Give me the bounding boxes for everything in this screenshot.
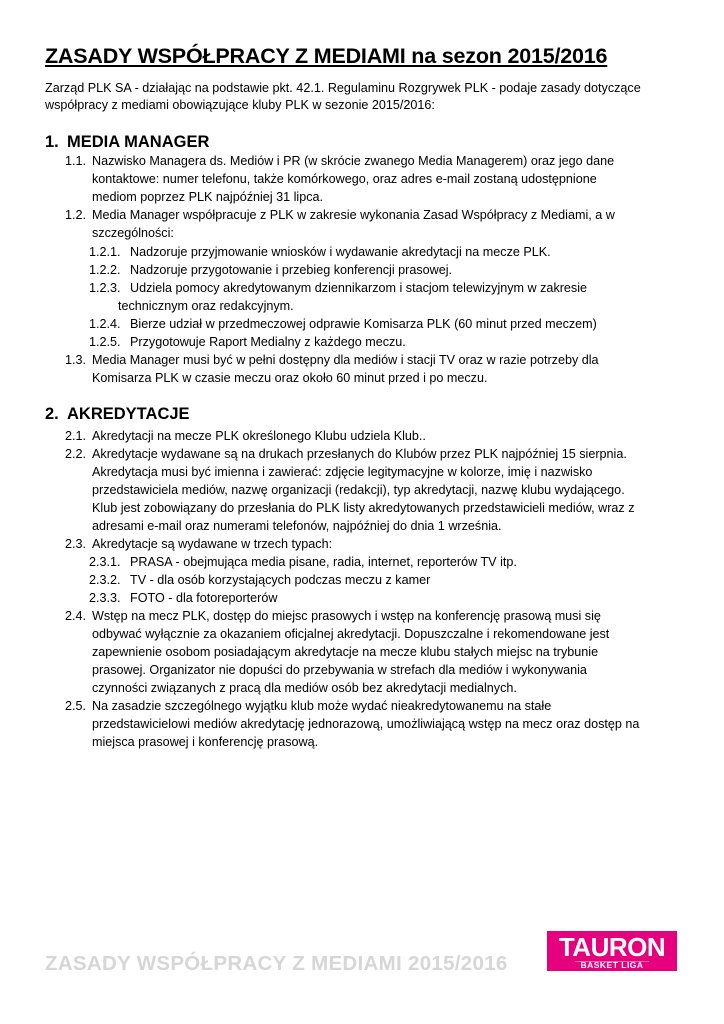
item-number: 2.3.2.	[89, 573, 121, 587]
item-text-line: Akredytacja musi być imienna i zawierać: zdjęcie legitymacyjne w kolorze, imię i nazwisko	[92, 465, 593, 479]
item-number: 2.5.	[65, 699, 87, 713]
item-text-line: Akredytacje są wydawane w trzech typach:	[92, 537, 333, 551]
item-number: 1.2.	[65, 208, 87, 222]
item-text-line: PRASA - obejmująca media pisane, radia, internet, reporterów TV itp.	[130, 555, 517, 569]
item-number: 2.4.	[65, 609, 87, 623]
item-number: 2.3.	[65, 537, 87, 551]
item-text-line: Akredytacje wydawane są na drukach przesłanych do Klubów przez PLK najpóźniej 15 sierpnia.	[92, 447, 627, 461]
item-text-line: Nadzoruje przyjmowanie wniosków i wydawanie akredytacji na mecze PLK.	[130, 245, 551, 259]
item-text-line: Udziela pomocy akredytowanym dziennikarzom i stacjom telewizyjnym w zakresie	[130, 281, 588, 295]
item-text-line: Wstęp na mecz PLK, dostęp do miejsc prasowych i wstęp na konferencję prasową musi się	[92, 609, 601, 623]
section-title: MEDIA MANAGER	[67, 133, 210, 151]
item-number: 1.2.2.	[89, 263, 121, 277]
tauron-basket-liga-logo	[547, 931, 677, 971]
document-title: ZASADY WSPÓŁPRACY Z MEDIAMI na sezon 2015/2016	[45, 44, 608, 68]
item-text-line: mediom poprzez PLK najpóźniej 31 lipca.	[92, 190, 324, 204]
item-number: 1.2.1.	[89, 245, 121, 259]
item-text-line: czynności związanych z pracą dla mediów osób bez akredytacji medialnych.	[92, 681, 517, 695]
item-text-line: adresami e-mail oraz numerami telefonów, najpóźniej do dnia 1 września.	[92, 519, 502, 533]
item-text-line: TV - dla osób korzystających podczas meczu z kamer	[130, 573, 431, 587]
item-text-line: Akredytacji na mecze PLK określonego Klubu udziela Klub..	[92, 429, 426, 443]
logo-brand: TAURON	[558, 932, 666, 962]
item-text-line: prasowej. Organizator nie dopuści do przebywania w strefach dla mediów i wykonywania	[92, 663, 587, 677]
logo-subtitle: BASKET LIGA	[580, 960, 644, 970]
item-text-line: Na zasadzie szczególnego wyjątku klub może wydać nieakredytowanemu na stałe	[92, 699, 552, 713]
item-text-line: zapewnienie osobom posiadającym akredytacje na mecze klubu stałych miejsc na trybunie	[92, 645, 599, 659]
item-number: 1.2.5.	[89, 335, 121, 349]
item-text-line: Media Manager współpracuje z PLK w zakresie wykonania Zasad Współpracy z Mediami, a w	[92, 208, 615, 222]
section-number: 1.	[45, 133, 59, 151]
item-number: 2.1.	[65, 429, 87, 443]
item-text-line: Media Manager musi być w pełni dostępny dla mediów i stacji TV oraz w razie potrzeby dla	[92, 353, 599, 367]
item-number: 1.2.3.	[89, 281, 121, 295]
section-heading-media-manager	[45, 133, 209, 152]
item-text-line: odbywać wyłącznie za okazaniem oficjalnej akredytacji. Dopuszczalne i rekomendowane jest	[92, 627, 610, 641]
item-number: 2.3.3.	[89, 591, 121, 605]
item-text-line: Przygotowuje Raport Medialny z każdego meczu.	[130, 335, 406, 349]
item-text-line: Klub jest zobowiązany do przesłania do PLK listy akredytowanych przedstawicieli mediów, wraz z	[92, 501, 635, 515]
item-text-line: przedstawicielowi mediów akredytację jednorazową, umożliwiającą wstęp na mecz oraz dostęp na	[92, 717, 640, 731]
item-number: 1.2.4.	[89, 317, 121, 331]
item-number: 2.3.1.	[89, 555, 121, 569]
item-text-line: przedstawiciela mediów, nazwę organizacji (redakcji), typ akredytacji, nazwę klubu wydającego.	[92, 483, 625, 497]
item-number: 1.1.	[65, 154, 87, 168]
item-text-line: Nazwisko Managera ds. Mediów i PR (w skrócie zwanego Media Managerem) oraz jego dane	[92, 154, 615, 168]
section-number: 2.	[45, 405, 59, 423]
item-number: 1.3.	[65, 353, 87, 367]
item-text-line: miejsca prasowej i konferencję prasową.	[92, 735, 319, 749]
item-text-line: Nadzoruje przygotowanie i przebieg konferencji prasowej.	[130, 263, 453, 277]
item-text-line: kontaktowe: numer telefonu, także komórkowego, oraz adres e-mail zostaną udostępnione	[92, 172, 597, 186]
item-number: 2.2.	[65, 447, 87, 461]
intro-paragraph: Zarząd PLK SA - działając na podstawie pkt. 42.1. Regulaminu Rozgrywek PLK - podaje zasady dotyczące współpracy z mediami obowiązujące kluby PLK w sezonie 2015/2016:	[45, 81, 641, 112]
item-text-line: FOTO - dla fotoreporterów	[130, 591, 278, 605]
item-text-line: szczególności:	[92, 226, 174, 240]
section-heading-akredytacje	[45, 405, 190, 424]
item-text-line: technicznym oraz redakcyjnym.	[118, 299, 294, 313]
item-text-line: Bierze udział w przedmeczowej odprawie Komisarza PLK (60 minut przed meczem)	[130, 317, 597, 331]
item-text-line: Komisarza PLK w czasie meczu oraz około 60 minut przed i po meczu.	[92, 371, 488, 385]
section-title: AKREDYTACJE	[67, 405, 190, 423]
footer-title: ZASADY WSPÓŁPRACY Z MEDIAMI 2015/2016	[45, 952, 508, 975]
